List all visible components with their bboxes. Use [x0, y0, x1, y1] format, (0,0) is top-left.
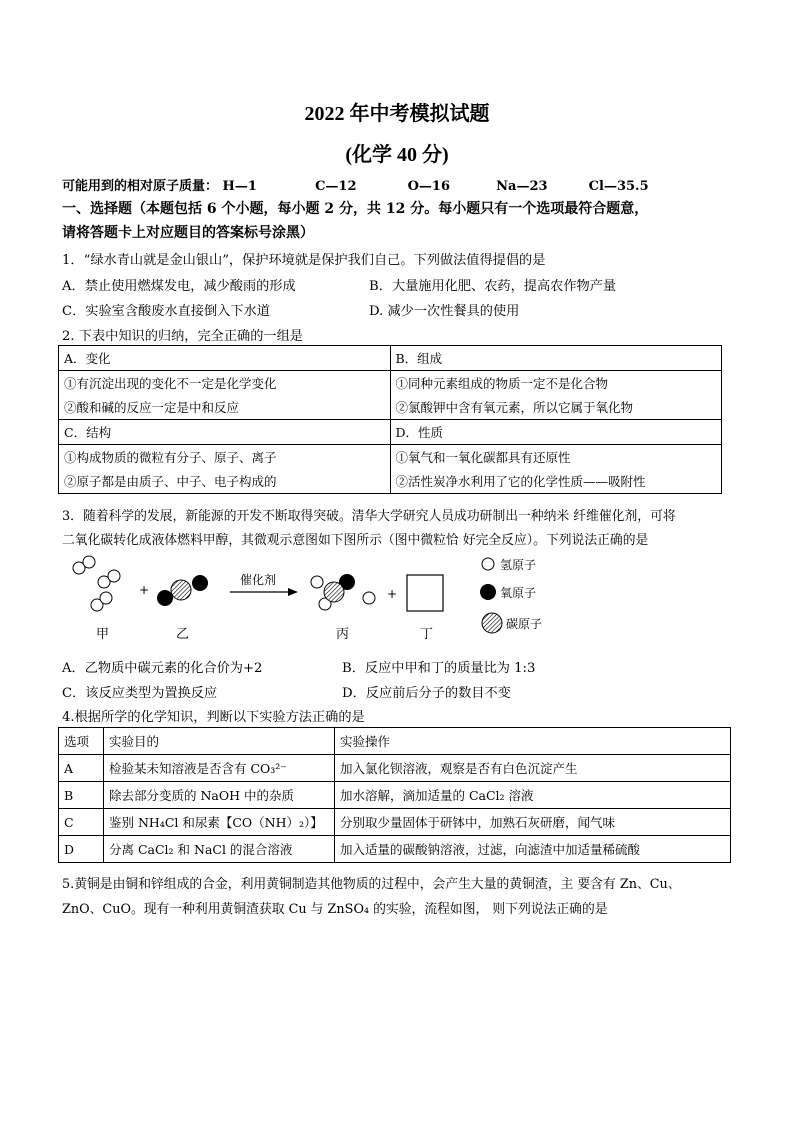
table-row	[59, 469, 722, 494]
header-cell: 选项	[59, 728, 104, 755]
mass-c: C—12	[315, 179, 357, 194]
mass-na: Na—23	[496, 179, 548, 194]
legend-carbon: 碳原子	[506, 617, 543, 631]
q3-option-b: B．反应中甲和丁的质量比为 1:3	[342, 661, 536, 676]
legend-oxygen: 氧原子	[500, 586, 537, 600]
exam-subtitle: (化学 40 分)	[345, 144, 449, 166]
table-cell: D．性质	[390, 420, 722, 445]
q1-option-a: A．禁止使用燃煤发电，减少酸雨的形成	[62, 279, 296, 294]
label-yi: 乙	[176, 627, 190, 642]
table-cell: 加水溶解，滴加适量的 CaCl₂ 溶液	[335, 782, 731, 809]
reactant-yi-molecule	[157, 575, 208, 606]
table-cell: ②氯酸钾中含有氧元素，所以它属于氧化物	[390, 395, 722, 420]
q1-option-b: B．大量施用化肥、农药，提高农作物产量	[369, 279, 617, 294]
atomic-masses	[62, 175, 649, 194]
mass-cl: Cl—35.5	[588, 179, 649, 194]
q2-table	[58, 345, 722, 494]
table-row	[59, 420, 722, 445]
q3-stem-line2: 二氧化碳转化成液体燃料甲醇，其微观示意图如下图所示（图中微粒恰 好完全反应）。下列说法正确的是	[62, 533, 649, 548]
legend-hydrogen: 氢原子	[500, 558, 537, 572]
label-jia: 甲	[96, 627, 110, 642]
label-ding: 丁	[420, 627, 434, 642]
table-cell: A．变化	[59, 346, 391, 371]
table-cell: ②活性炭净水利用了它的化学性质——吸附性	[390, 469, 722, 494]
atomic-masses-label: 可能用到的相对原子质量：	[62, 179, 219, 194]
product-ding-box	[407, 575, 443, 611]
header-cell: 实验目的	[104, 728, 335, 755]
q5-stem-line2: ZnO、CuO。现有一种利用黄铜渣获取 Cu 与 ZnSO₄ 的实验，流程如图， 则下列说法正确的是	[62, 902, 608, 917]
table-header-row	[59, 728, 731, 755]
carbon-atom-icon	[482, 613, 502, 633]
table-row	[59, 809, 731, 836]
label-bing: 丙	[336, 627, 350, 642]
table-cell: 加入氯化钡溶液，观察是否有白色沉淀产生	[335, 755, 731, 782]
q3-option-a: A．乙物质中碳元素的化合价为+2	[62, 661, 263, 676]
table-row	[59, 346, 722, 371]
q3-stem-line1: 3．随着科学的发展，新能源的开发不断取得突破。清华大学研究人员成功研制出一种纳米 纤维催化剂，可将	[62, 509, 676, 524]
table-cell: D	[59, 836, 104, 863]
table-cell: ①构成物质的微粒有分子、原子、离子	[59, 445, 391, 470]
table-row	[59, 445, 722, 470]
plus-sign: +	[387, 587, 398, 601]
table-cell: 除去部分变质的 NaOH 中的杂质	[104, 782, 335, 809]
q3-option-c: C．该反应类型为置换反应	[62, 686, 218, 701]
section-heading: 一、选择题（本题包括 6 个小题，每小题 2 分，共 12 分。每小题只有一个选项最符合题意，	[62, 201, 649, 217]
q1-option-d: D. 减少一次性餐具的使用	[369, 304, 520, 319]
header-cell: 实验操作	[335, 728, 731, 755]
q5-stem-line1: 5.黄铜是由铜和锌组成的合金，利用黄铜制造其他物质的过程中，会产生大量的黄铜渣，主 要含有 Zn、Cu、	[62, 877, 681, 892]
table-row	[59, 371, 722, 396]
table-cell: 加入适量的碳酸钠溶液，过滤，向滤渣中加适量稀硫酸	[335, 836, 731, 863]
table-row	[59, 755, 731, 782]
q2-stem: 2. 下表中知识的归纳，完全正确的一组是	[62, 329, 303, 344]
mass-o: O—16	[407, 179, 451, 194]
exam-title: 2022 年中考模拟试题	[304, 103, 490, 125]
table-cell: 分别取少量固体于研钵中，加熟石灰研磨，闻气味	[335, 809, 731, 836]
table-cell: ①氧气和一氧化碳都具有还原性	[390, 445, 722, 470]
arrow-head	[288, 588, 298, 596]
product-bing-molecule	[311, 574, 375, 610]
table-cell: ②原子都是由质子、中子、电子构成的	[59, 469, 391, 494]
hydrogen-atom-icon	[482, 558, 494, 570]
table-row	[59, 836, 731, 863]
table-cell: 分离 CaCl₂ 和 NaCl 的混合溶液	[104, 836, 335, 863]
table-cell: C．结构	[59, 420, 391, 445]
table-cell: 检验某未知溶液是否含有 CO₃²⁻	[104, 755, 335, 782]
q1-stem: 1．“绿水青山就是金山银山”，保护环境就是保护我们自己。下列做法值得提倡的是	[62, 253, 546, 268]
table-cell: ②酸和碱的反应一定是中和反应	[59, 395, 391, 420]
table-row	[59, 395, 722, 420]
q3-option-d: D．反应前后分子的数目不变	[342, 686, 511, 701]
q1-option-c: C．实验室含酸废水直接倒入下水道	[62, 304, 270, 319]
table-cell: ①有沉淀出现的变化不一定是化学变化	[59, 371, 391, 396]
catalyst-label: 催化剂	[240, 573, 277, 587]
section-heading-cont: 请将答题卡上对应题目的答案标号涂黑）	[62, 225, 314, 241]
q4-table	[58, 727, 731, 863]
oxygen-atom-icon	[480, 584, 496, 600]
q4-stem: 4.根据所学的化学知识，判断以下实验方法正确的是	[62, 710, 365, 725]
plus-sign: +	[139, 583, 150, 597]
table-cell: A	[59, 755, 104, 782]
table-cell: B	[59, 782, 104, 809]
table-cell: ①同种元素组成的物质一定不是化合物	[390, 371, 722, 396]
table-row	[59, 782, 731, 809]
atom-legend	[478, 552, 598, 642]
table-cell: 鉴别 NH₄Cl 和尿素【CO（NH）₂）】	[104, 809, 335, 836]
table-cell: C	[59, 809, 104, 836]
table-cell: B．组成	[390, 346, 722, 371]
reactant-jia-molecules	[73, 556, 120, 611]
mass-h: H—1	[222, 179, 257, 194]
